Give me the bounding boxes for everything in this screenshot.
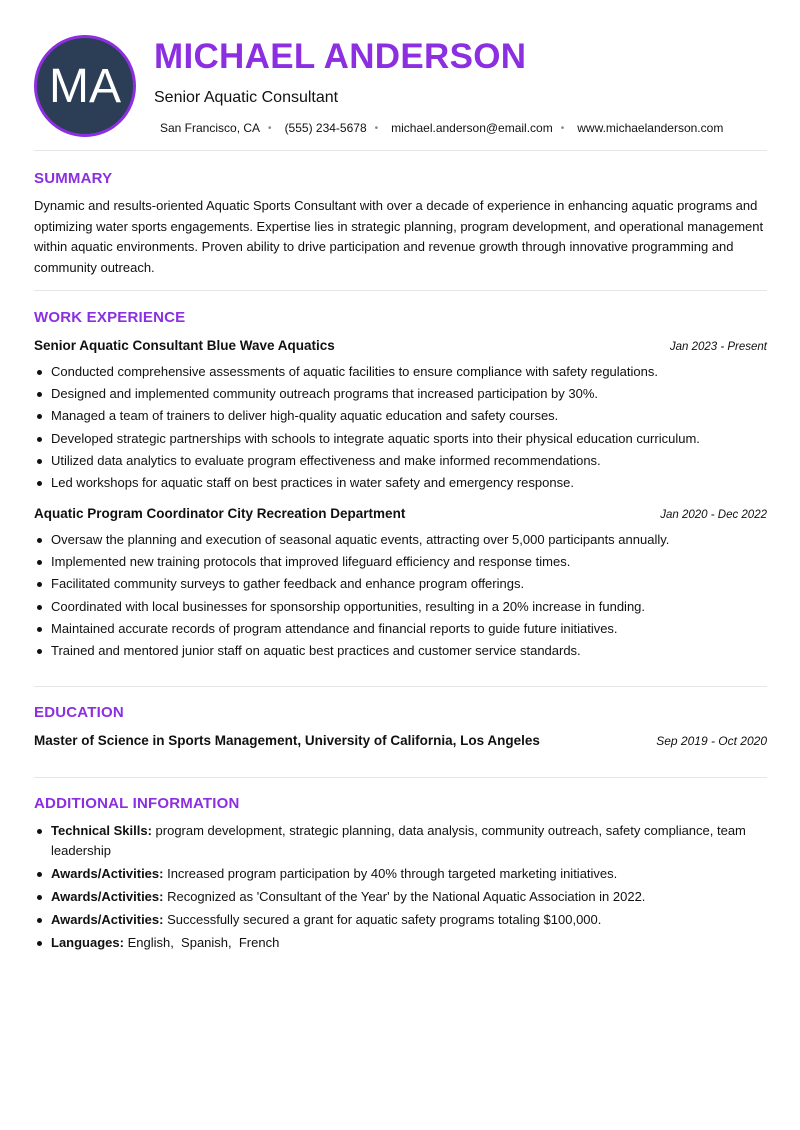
education-degree: Master of Science in Sports Management, University of California, Los Angeles — [34, 733, 540, 748]
list-item: Designed and implemented community outreach programs that increased participation by 30%. — [34, 383, 770, 405]
list-item: Conducted comprehensive assessments of aquatic facilities to ensure compliance with safety regulations. — [34, 361, 770, 383]
section-title-additional-information: ADDITIONAL INFORMATION — [34, 795, 240, 812]
section-title-summary: SUMMARY — [34, 170, 113, 187]
list-item: Led workshops for aquatic staff on best practices in water safety and emergency response. — [34, 472, 770, 494]
list-item: Coordinated with local businesses for sponsorship opportunities, resulting in a 20% increase in funding. — [34, 596, 770, 618]
contact-line — [160, 121, 723, 135]
avatar-initials: MA — [49, 59, 121, 113]
job-date: Jan 2020 - Dec 2022 — [660, 509, 767, 521]
education-date: Sep 2019 - Oct 2020 — [656, 734, 767, 748]
list-item — [34, 864, 774, 884]
info-text: program development, strategic planning, data analysis, community outreach, safety compliance, team leadership — [51, 823, 746, 858]
list-item — [34, 933, 774, 953]
education-entry — [34, 733, 767, 748]
info-label: Awards/Activities: — [51, 911, 164, 927]
info-label: Awards/Activities: — [51, 888, 164, 904]
job-role: Senior Aquatic Consultant Blue Wave Aquatics — [34, 338, 335, 353]
job-date: Jan 2023 - Present — [669, 341, 767, 353]
list-item: Facilitated community surveys to gather feedback and enhance program offerings. — [34, 573, 770, 595]
list-item — [34, 910, 774, 930]
candidate-title: Senior Aquatic Consultant — [154, 89, 339, 106]
list-item: Oversaw the planning and execution of seasonal aquatic events, attracting over 5,000 participants annually. — [34, 529, 770, 551]
contact-location: San Francisco, CA — [160, 121, 261, 135]
bullet-separator-icon: • — [374, 122, 379, 134]
divider — [34, 290, 767, 291]
list-item — [34, 821, 774, 860]
list-item: Developed strategic partnerships with schools to integrate aquatic sports into their physical education curriculum. — [34, 428, 770, 450]
summary-text: Dynamic and results-oriented Aquatic Sports Consultant with over a decade of experience in enhancing aquatic programs and optimizing water sports engagements. Expertise lies in strategic planning, program development, and operational management within aquatic environments. Proven ability to drive participation and revenue growth through innovative programming and community outreach. — [34, 198, 764, 275]
candidate-name: MICHAEL ANDERSON — [154, 37, 527, 76]
info-label: Languages: — [51, 934, 124, 950]
info-label: Technical Skills: — [51, 823, 152, 838]
list-item — [34, 887, 774, 907]
list-item: Utilized data analytics to evaluate program effectiveness and make informed recommendations. — [34, 450, 770, 472]
section-title-work-experience: WORK EXPERIENCE — [34, 309, 186, 326]
bullet-separator-icon: • — [560, 122, 565, 134]
additional-info-list — [34, 821, 774, 956]
info-label: Awards/Activities: — [51, 865, 164, 881]
job-role: Aquatic Program Coordinator City Recreation Department — [34, 506, 406, 521]
list-item: Implemented new training protocols that improved lifeguard efficiency and response times. — [34, 551, 770, 573]
divider — [34, 150, 767, 151]
avatar — [34, 35, 136, 137]
divider — [34, 686, 767, 687]
divider — [34, 777, 767, 778]
info-text: Increased program participation by 40% through targeted marketing initiatives. — [163, 865, 618, 881]
list-item: Trained and mentored junior staff on aquatic best practices and customer service standards. — [34, 640, 770, 662]
contact-website[interactable]: www.michaelanderson.com — [577, 121, 724, 135]
info-text: Recognized as 'Consultant of the Year' by the National Aquatic Association in 2022. — [163, 888, 646, 904]
contact-email[interactable]: michael.anderson@email.com — [391, 121, 553, 135]
list-item: Managed a team of trainers to deliver high-quality aquatic education and safety courses. — [34, 405, 770, 427]
job-bullets — [34, 361, 770, 494]
job-header — [34, 506, 767, 521]
list-item: Maintained accurate records of program attendance and financial reports to guide future initiatives. — [34, 618, 770, 640]
info-text: English, Spanish, French — [123, 934, 280, 950]
job-header — [34, 338, 767, 353]
bullet-separator-icon: • — [268, 122, 272, 134]
job-bullets — [34, 529, 770, 662]
section-title-education: EDUCATION — [34, 704, 124, 721]
contact-phone: (555) 234-5678 — [284, 121, 367, 135]
info-text: Successfully secured a grant for aquatic safety programs totaling $100,000. — [163, 911, 602, 927]
